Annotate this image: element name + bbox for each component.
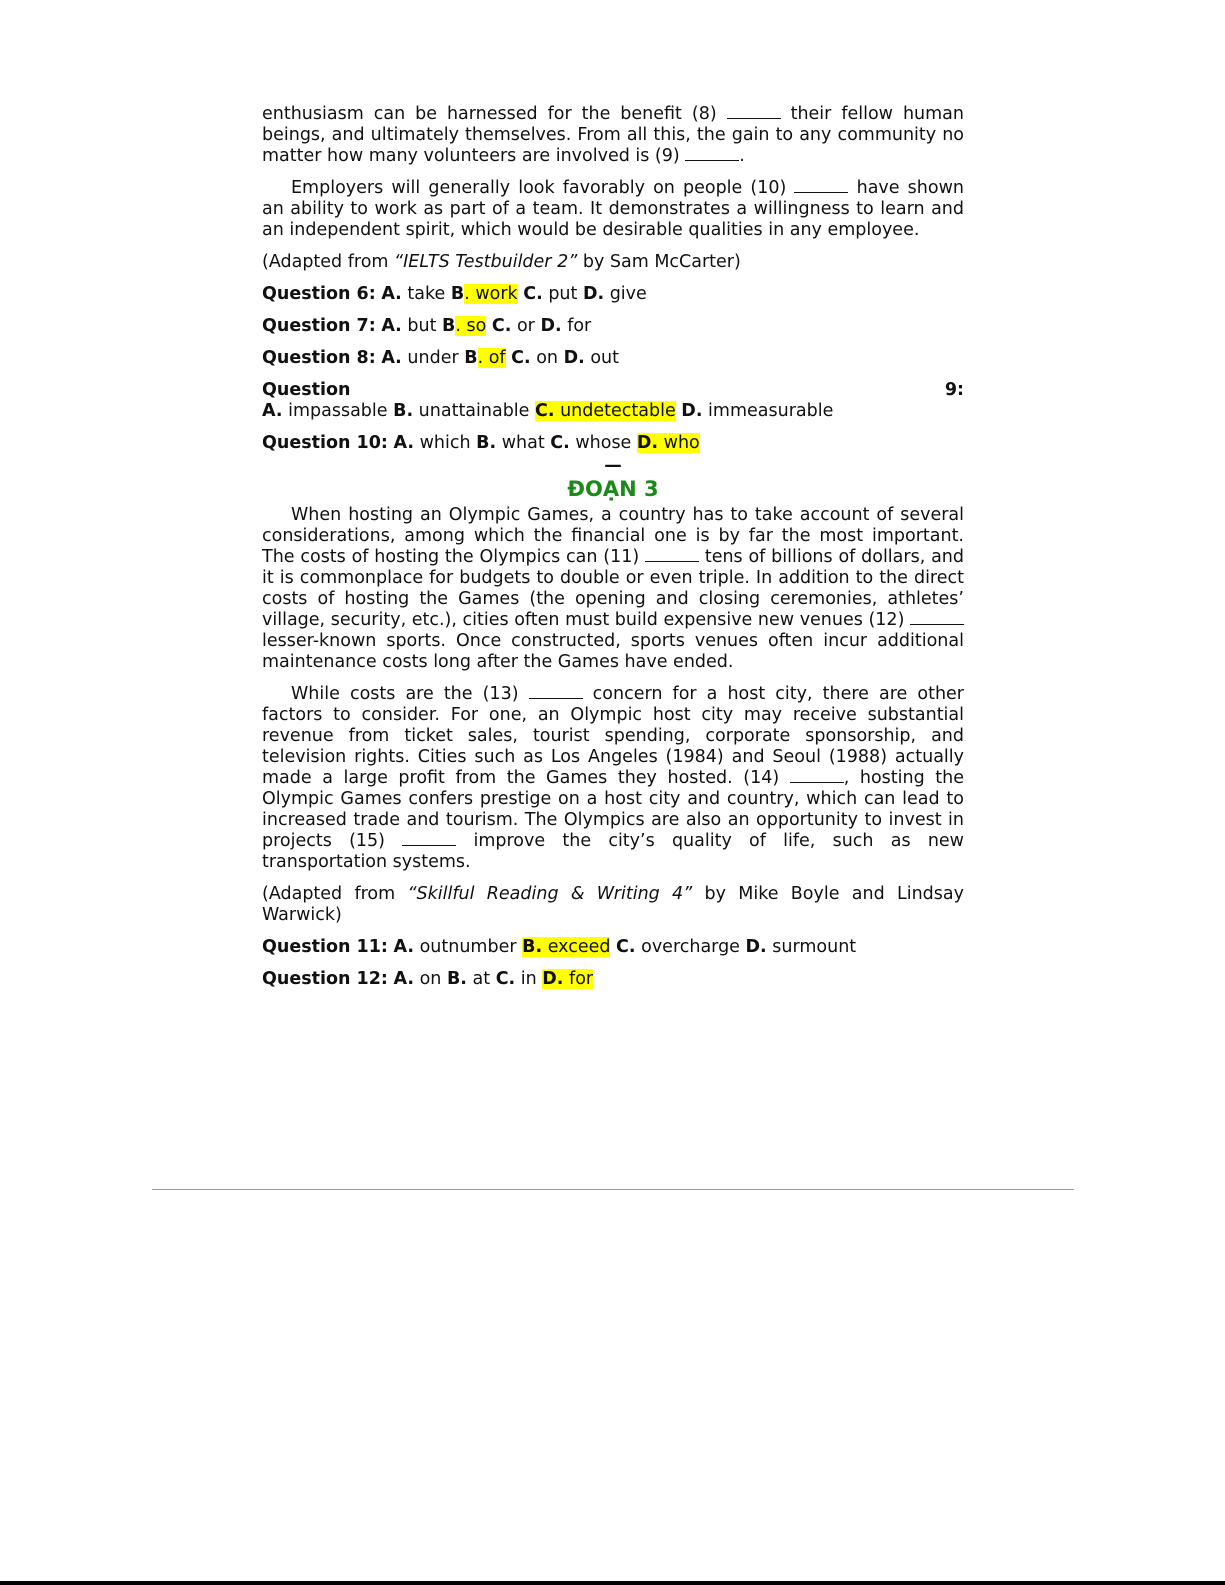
footer-divider <box>152 1189 1074 1190</box>
question-10 <box>262 433 964 454</box>
question-8 <box>262 348 964 369</box>
option-key: B <box>464 348 478 368</box>
option-text: which <box>414 433 477 453</box>
section-title: ĐOẠN 3 <box>567 477 659 501</box>
answer-highlight: exceed <box>542 937 611 957</box>
option-text: unattainable <box>413 401 536 421</box>
option-text: whose <box>569 433 637 453</box>
text-run: lesser-known sports. Once constructed, sports venues often incur additional maintenance costs long after the Games have ended. <box>262 631 964 672</box>
question-9-options <box>262 401 964 422</box>
option-key: D. <box>563 348 585 368</box>
option-key: C. <box>491 316 512 336</box>
passage2-paragraph-1 <box>262 104 964 167</box>
question-12 <box>262 969 964 990</box>
page-bottom-edge <box>0 1581 1225 1585</box>
option-key: B. <box>522 937 543 957</box>
text-run: their fellow human beings, and ultimately themselves. From all this, the gain to any community no matter how many volunteers are involved is (9) <box>262 104 964 166</box>
question-6 <box>262 284 964 305</box>
option-key: B. <box>446 969 467 989</box>
question-11 <box>262 937 964 958</box>
option-text: out <box>584 348 620 368</box>
option-text: but <box>401 316 443 336</box>
option-text: immeasurable <box>702 401 834 421</box>
option-key: B <box>442 316 456 336</box>
section-separator: — <box>604 456 622 476</box>
text-run: tens of billions of dollars, and it is commonplace for budgets to double or even triple. In addition to the direct costs of hosting the Games (the opening and closing ceremonies, athletes’ village, security, etc.), cities often must build expensive new venues (12) <box>262 547 964 630</box>
text-run: , hosting the Olympic Games confers prestige on a host city and country, which can lead to increased trade and tourism. The Olympics are also an opportunity to invest in projects (15) <box>262 768 964 851</box>
option-text: under <box>401 348 465 368</box>
option-text: put <box>542 284 583 304</box>
option-text: on <box>530 348 564 368</box>
option-key: D. <box>582 284 605 304</box>
option-key: A. <box>393 433 415 453</box>
option-text: on <box>414 969 447 989</box>
passage3-paragraph-2 <box>262 684 964 873</box>
option-key: A. <box>393 937 415 957</box>
option-key: D. <box>681 401 703 421</box>
option-text: for <box>561 316 592 336</box>
option-key: A. <box>262 401 283 421</box>
question-label: Question 8: <box>262 348 376 368</box>
option-text: outnumber <box>414 937 523 957</box>
question-number: 9: <box>944 380 964 400</box>
blank-12 <box>910 610 964 625</box>
source-title: “IELTS Testbuilder 2” <box>394 252 578 272</box>
text-run: While costs are the (13) <box>291 684 529 704</box>
text-run: improve the city’s quality of life, such as new transportation systems. <box>262 831 964 872</box>
option-key: A. <box>393 969 415 989</box>
option-key: B <box>450 284 465 304</box>
text-run: concern for a host city, there are other factors to consider. For one, an Olympic host city may receive substantial revenue from ticket sales, tourist spending, corporate sponsorship, and television rights. Cities such as Los Angeles (1984) and Seoul (1988) actually made a large profit from the Games they hosted. (14) <box>262 684 964 788</box>
option-key: D. <box>540 316 562 336</box>
option-text: overcharge <box>635 937 746 957</box>
answer-highlight: who <box>658 433 700 453</box>
answer-highlight: . of <box>477 348 506 368</box>
option-key: C. <box>511 348 531 368</box>
blank-9 <box>685 146 739 161</box>
blank-10 <box>794 178 848 193</box>
option-key: C. <box>523 284 543 304</box>
option-text: surmount <box>766 937 857 957</box>
question-9 <box>262 380 964 422</box>
option-key: D. <box>542 969 564 989</box>
option-key: A. <box>381 284 402 304</box>
blank-8 <box>727 104 781 119</box>
option-key: D. <box>745 937 767 957</box>
blank-13 <box>529 684 583 699</box>
option-key: A. <box>381 316 402 336</box>
passage3-source <box>262 884 964 926</box>
question-label: Question 7: <box>262 316 376 336</box>
blank-15 <box>402 831 456 846</box>
question-7 <box>262 316 964 337</box>
text-run: Employers will generally look favorably on people (10) <box>291 178 795 198</box>
text-run: have shown an ability to work as part of a team. It demonstrates a willingness to learn and an independent spirit, which would be desirable qualities in any employee. <box>262 178 964 240</box>
text-run: enthusiasm can be harnessed for the benefit (8) <box>262 104 727 124</box>
passage2-paragraph-2 <box>262 178 964 241</box>
source-title: “Skillful Reading & Writing 4” <box>407 884 693 904</box>
answer-highlight: . work <box>464 284 518 304</box>
question-label: Question 11: <box>262 937 388 957</box>
option-key: C. <box>495 969 516 989</box>
passage2-source <box>262 252 964 273</box>
question-label: Question 10: <box>262 433 388 453</box>
option-text: in <box>515 969 543 989</box>
source-author: by Sam McCarter) <box>577 252 741 272</box>
source-prefix: (Adapted from <box>262 884 408 904</box>
option-key: D. <box>636 433 659 453</box>
answer-highlight: for <box>563 969 594 989</box>
option-key: B. <box>476 433 497 453</box>
blank-14 <box>790 768 844 783</box>
answer-highlight: undetectable <box>554 401 676 421</box>
option-text: or <box>511 316 541 336</box>
option-text: impassable <box>282 401 394 421</box>
option-text: give <box>604 284 647 304</box>
option-key: C. <box>550 433 570 453</box>
option-key: C. <box>616 937 636 957</box>
option-text: what <box>496 433 551 453</box>
answer-highlight: . so <box>455 316 487 336</box>
text-run: . <box>739 146 745 166</box>
text-run: When hosting an Olympic Games, a country has to take account of several considerations, among which the financial one is by far the most important. The costs of hosting the Olympics can (11) <box>262 505 964 567</box>
source-prefix: (Adapted from <box>262 252 395 272</box>
question-label: Question 6: <box>262 284 376 304</box>
question-label: Question 12: <box>262 969 388 989</box>
blank-11 <box>645 547 699 562</box>
option-text: at <box>466 969 496 989</box>
question-label: Question <box>262 380 351 400</box>
question-9-heading <box>262 380 964 401</box>
passage3-paragraph-1 <box>262 505 964 673</box>
option-text: take <box>401 284 451 304</box>
option-key: A. <box>381 348 402 368</box>
option-key: B. <box>393 401 414 421</box>
option-key: C. <box>535 401 555 421</box>
page-content <box>262 104 964 1001</box>
source-author: by Mike Boyle and Lindsay Warwick) <box>262 884 964 925</box>
